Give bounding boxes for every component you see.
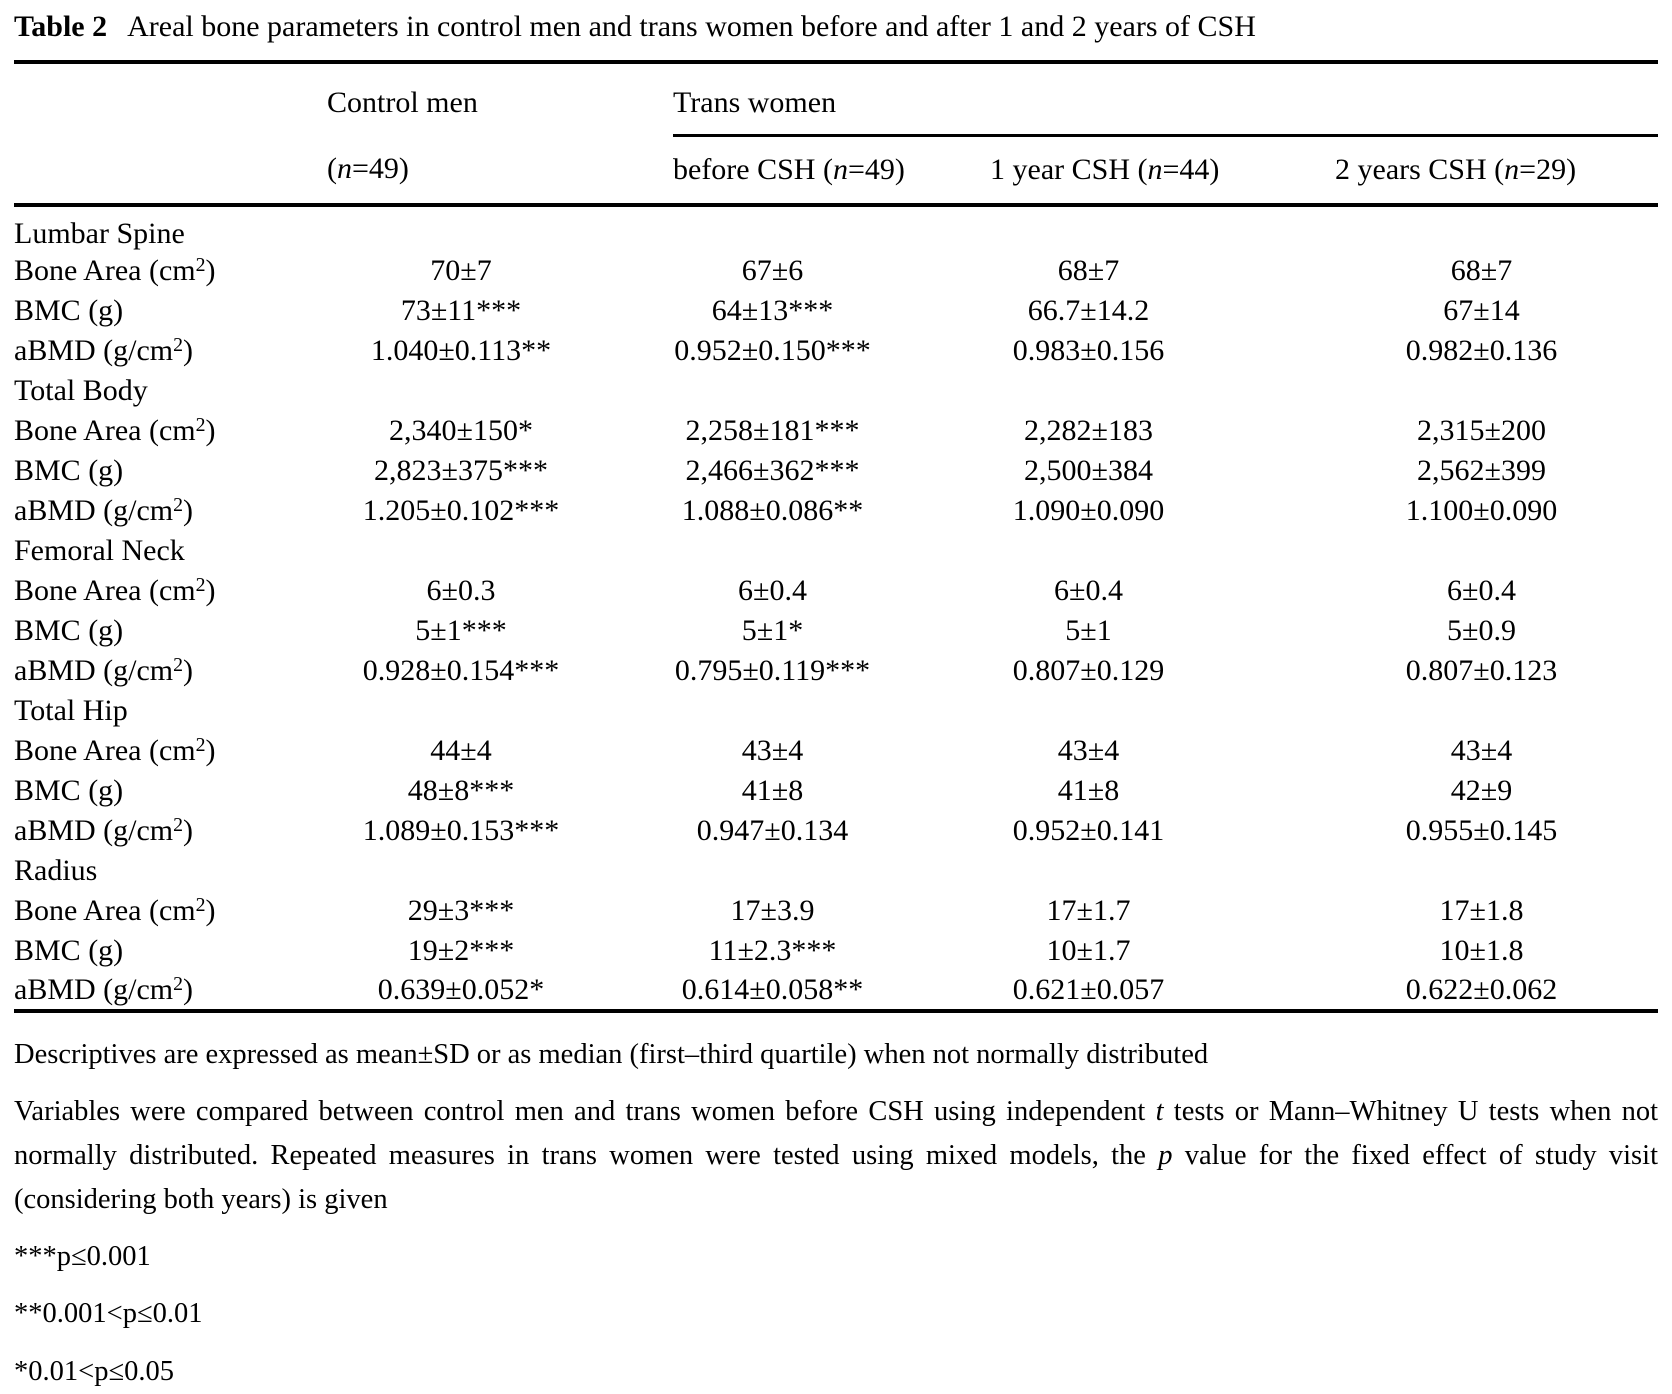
row-label — [14, 651, 327, 691]
cell-value: 6±0.4 — [1054, 573, 1123, 607]
row-label — [14, 251, 327, 291]
cell-value: 2,823±375*** — [374, 453, 548, 487]
italic-text: n — [337, 151, 352, 185]
text-run: ) — [183, 813, 194, 847]
cell-value: 0.983±0.156 — [1012, 333, 1165, 367]
row-label — [14, 411, 327, 451]
cell-value: 29±3*** — [407, 893, 515, 927]
table-row — [14, 651, 1658, 691]
col-header-trans-women: Trans women — [673, 62, 1658, 136]
section-row — [14, 371, 1658, 411]
row-label — [14, 731, 327, 771]
footnote — [14, 1235, 1658, 1279]
text-run: ) — [205, 253, 216, 287]
cell-value: 0.952±0.150*** — [674, 333, 871, 367]
col-subheader-before-csh — [673, 135, 990, 205]
cell-value: 68±7 — [1450, 253, 1513, 287]
superscript-text: 2 — [195, 893, 206, 916]
table-row — [14, 731, 1658, 771]
text-run: BMC (g) — [14, 933, 124, 967]
cell-value: 2,500±384 — [1024, 453, 1153, 487]
text-run: tests or Mann–Whitney U tests when not normally distributed. Repeated measures in trans women were tested using mixed models, the — [14, 1095, 1659, 1171]
italic-text: n — [1504, 152, 1520, 186]
text-run: ***p≤0.001 — [14, 1241, 151, 1273]
text-run: aBMD (g/cm — [14, 653, 174, 687]
cell-value: 10±1.7 — [1046, 933, 1131, 967]
footnotes — [14, 1033, 1658, 1394]
text-run: ) — [183, 653, 194, 687]
section-label: Total Body — [14, 373, 148, 407]
text-run: ( — [327, 151, 337, 185]
text-run: aBMD (g/cm — [14, 972, 174, 1006]
cell-value: 43±4 — [1450, 733, 1513, 767]
empty-header-cell — [14, 135, 327, 205]
cell-value: 43±4 — [1057, 733, 1120, 767]
text-run: ) — [205, 733, 216, 767]
text-run: =49) — [847, 152, 905, 186]
col-subheader-2-years-csh — [1335, 135, 1658, 205]
section-row — [14, 691, 1658, 731]
cell-value: 44±4 — [430, 733, 492, 767]
table-row — [14, 811, 1658, 851]
cell-value: 5±1 — [1065, 613, 1112, 647]
cell-value: 2,466±362*** — [685, 453, 860, 487]
text-run: ) — [183, 333, 194, 367]
row-label — [14, 771, 327, 811]
row-label — [14, 891, 327, 931]
cell-value: 6±0.3 — [426, 573, 496, 607]
cell-value: 48±8*** — [407, 773, 515, 807]
cell-value: 6±0.4 — [1447, 573, 1516, 607]
superscript-text: 2 — [173, 813, 184, 836]
col-header-control-men: Control men — [327, 86, 478, 120]
section-row — [14, 531, 1658, 571]
cell-value: 68±7 — [1057, 253, 1120, 287]
cell-value: 0.947±0.134 — [696, 813, 849, 847]
table-caption-text: Areal bone parameters in control men and trans women before and after 1 and 2 years of CSH — [127, 10, 1256, 43]
cell-value: 0.807±0.129 — [1012, 653, 1165, 687]
section-label: Total Hip — [14, 693, 128, 727]
row-label — [14, 611, 327, 651]
text-run: Descriptives are expressed as mean±SD or as median (first–third quartile) when not normally distributed — [14, 1038, 1209, 1070]
cell-value: 70±7 — [430, 253, 492, 287]
text-run: before CSH ( — [673, 152, 833, 186]
cell-value: 1.100±0.090 — [1405, 493, 1558, 527]
cell-value: 0.952±0.141 — [1012, 813, 1165, 847]
italic-text: n — [832, 152, 848, 186]
text-run: ) — [183, 972, 194, 1006]
text-run: Bone Area (cm — [14, 733, 196, 767]
col-subheader-control-n — [327, 135, 673, 205]
table-row — [14, 251, 1658, 291]
text-run: BMC (g) — [14, 773, 124, 807]
text-run: BMC (g) — [14, 453, 124, 487]
footnote — [14, 1033, 1658, 1077]
cell-value: 0.982±0.136 — [1405, 333, 1558, 367]
table-row — [14, 971, 1658, 1011]
text-run: ) — [183, 493, 194, 527]
cell-value: 17±1.7 — [1046, 893, 1131, 927]
superscript-text: 2 — [173, 493, 184, 516]
text-run: 1 year CSH ( — [990, 152, 1148, 186]
footnote — [14, 1350, 1658, 1394]
row-label — [14, 451, 327, 491]
superscript-text: 2 — [195, 573, 206, 596]
col-subheader-1-year-csh — [990, 135, 1335, 205]
cell-value: 0.614±0.058** — [681, 972, 864, 1006]
table-caption — [14, 8, 1658, 46]
table-row — [14, 491, 1658, 531]
cell-value: 5±1*** — [415, 613, 507, 647]
cell-value: 1.089±0.153*** — [362, 813, 560, 847]
cell-value: 11±2.3*** — [708, 933, 837, 967]
text-run: BMC (g) — [14, 613, 124, 647]
table-row — [14, 891, 1658, 931]
footnote — [14, 1090, 1658, 1223]
row-label — [14, 331, 327, 371]
text-run: Bone Area (cm — [14, 253, 196, 287]
italic-text: n — [1147, 152, 1163, 186]
section-label: Lumbar Spine — [14, 216, 185, 250]
table-row — [14, 571, 1658, 611]
cell-value: 17±1.8 — [1439, 893, 1524, 927]
cell-value: 1.040±0.113** — [370, 333, 552, 367]
table-row — [14, 331, 1658, 371]
table-number: Table 2 — [14, 10, 108, 43]
cell-value: 67±14 — [1443, 293, 1520, 327]
cell-value: 17±3.9 — [730, 893, 815, 927]
text-run: value for the fixed effect of study visit (considering both years) is given — [14, 1139, 1658, 1216]
text-run: Bone Area (cm — [14, 573, 196, 607]
row-label — [14, 291, 327, 331]
cell-value: 10±1.8 — [1439, 933, 1524, 967]
cell-value: 2,258±181*** — [685, 413, 860, 447]
row-label — [14, 931, 327, 971]
sub-header-row — [14, 135, 1658, 205]
superscript-text: 2 — [195, 733, 206, 756]
cell-value: 1.090±0.090 — [1012, 493, 1165, 527]
cell-value: 0.928±0.154*** — [362, 653, 560, 687]
cell-value: 42±9 — [1450, 773, 1513, 807]
text-run: **0.001<p≤0.01 — [14, 1298, 203, 1330]
cell-value: 41±8 — [1057, 773, 1120, 807]
group-header-row — [14, 62, 1658, 136]
text-run: Bone Area (cm — [14, 893, 196, 927]
text-run: aBMD (g/cm — [14, 493, 174, 527]
table-row — [14, 451, 1658, 491]
superscript-text: 2 — [195, 253, 206, 276]
cell-value: 5±0.9 — [1447, 613, 1516, 647]
text-run: aBMD (g/cm — [14, 813, 174, 847]
row-label — [14, 491, 327, 531]
section-label: Radius — [14, 853, 98, 887]
text-run: aBMD (g/cm — [14, 333, 174, 367]
data-table — [14, 60, 1658, 1013]
text-run: Bone Area (cm — [14, 413, 196, 447]
cell-value: 5±1* — [741, 613, 804, 647]
section-label: Femoral Neck — [14, 533, 185, 567]
text-run: =49) — [352, 151, 409, 185]
text-run: ) — [205, 893, 216, 927]
cell-value: 2,562±399 — [1417, 453, 1546, 487]
cell-value: 0.807±0.123 — [1405, 653, 1558, 687]
table-row — [14, 931, 1658, 971]
cell-value: 64±13*** — [711, 293, 834, 327]
row-label — [14, 811, 327, 851]
table-row — [14, 771, 1658, 811]
italic-text: p — [1158, 1139, 1173, 1171]
row-label — [14, 571, 327, 611]
cell-value: 0.622±0.062 — [1405, 972, 1558, 1006]
text-run: BMC (g) — [14, 293, 124, 327]
text-run: 2 years CSH ( — [1335, 152, 1505, 186]
cell-value: 67±6 — [741, 253, 804, 287]
cell-value: 0.955±0.145 — [1405, 813, 1558, 847]
row-label — [14, 971, 327, 1011]
footnote — [14, 1292, 1658, 1336]
cell-value: 2,315±200 — [1417, 413, 1546, 447]
cell-value: 43±4 — [741, 733, 804, 767]
text-run: =44) — [1162, 152, 1220, 186]
italic-text: t — [1155, 1095, 1164, 1127]
cell-value: 0.621±0.057 — [1012, 972, 1165, 1006]
text-run: =29) — [1519, 152, 1577, 186]
cell-value: 73±11*** — [400, 293, 522, 327]
cell-value: 1.205±0.102*** — [362, 493, 560, 527]
cell-value: 0.639±0.052* — [377, 972, 545, 1006]
text-run: *0.01<p≤0.05 — [14, 1355, 174, 1387]
cell-value: 6±0.4 — [738, 573, 807, 607]
cell-value: 2,340±150* — [389, 413, 533, 447]
cell-value: 0.795±0.119*** — [674, 653, 871, 687]
cell-value: 41±8 — [741, 773, 804, 807]
table-row — [14, 611, 1658, 651]
superscript-text: 2 — [173, 653, 184, 676]
text-run: ) — [205, 413, 216, 447]
cell-value: 66.7±14.2 — [1027, 293, 1150, 327]
cell-value: 1.088±0.086** — [681, 493, 864, 527]
cell-value: 2,282±183 — [1024, 413, 1153, 447]
table-row — [14, 411, 1658, 451]
table-row — [14, 291, 1658, 331]
text-run: ) — [205, 573, 216, 607]
section-row — [14, 205, 1658, 251]
superscript-text: 2 — [195, 413, 206, 436]
superscript-text: 2 — [173, 972, 184, 995]
section-row — [14, 851, 1658, 891]
table-body — [14, 205, 1658, 1011]
cell-value: 19±2*** — [407, 933, 515, 967]
superscript-text: 2 — [173, 333, 184, 356]
empty-header-cell — [14, 62, 327, 136]
text-run: Variables were compared between control men and trans women before CSH using independent — [14, 1095, 1156, 1127]
